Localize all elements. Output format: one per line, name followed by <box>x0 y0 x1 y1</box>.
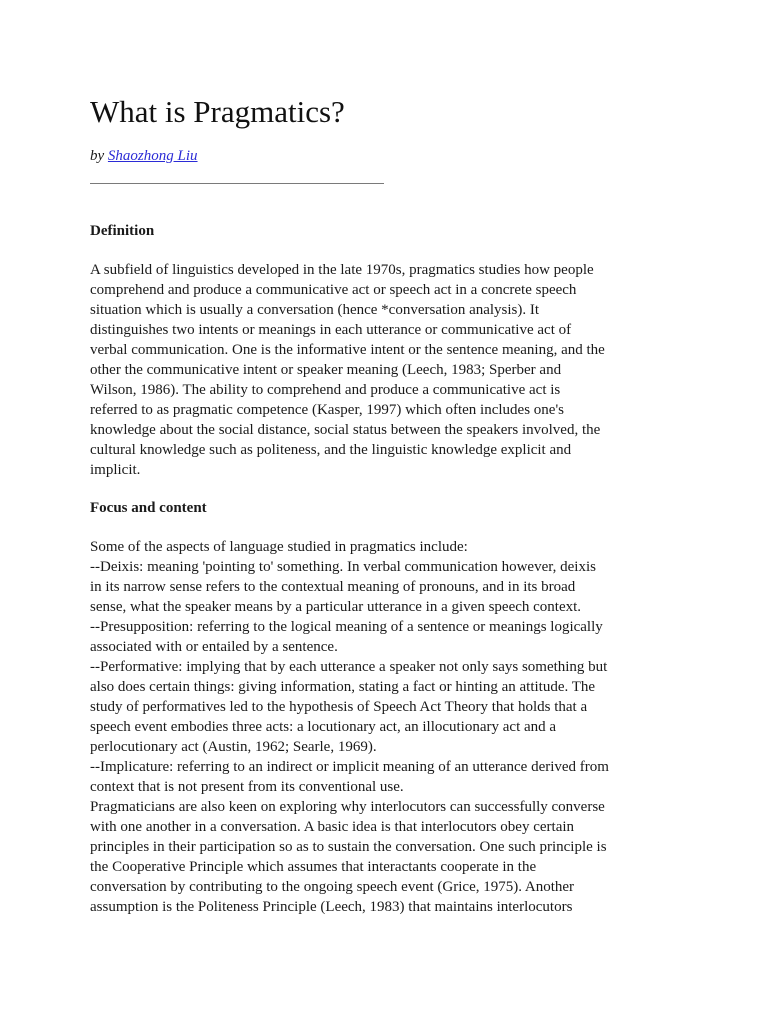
text-line: speech event embodies three acts: a locutionary act, an illocutionary act and a <box>90 719 557 735</box>
text-line: comprehend and produce a communicative act or speech act in a concrete speech <box>90 282 577 298</box>
text-line: --Implicature: referring to an indirect or implicit meaning of an utterance derived from <box>90 759 609 775</box>
definition-paragraph <box>90 260 690 480</box>
focus-paragraph <box>90 537 690 917</box>
text-line: Some of the aspects of language studied in pragmatics include: <box>90 539 468 555</box>
text-line: principles in their participation so as to sustain the conversation. One such principle is <box>90 839 607 855</box>
author-link[interactable]: Shaozhong Liu <box>107 148 198 164</box>
text-line: with one another in a conversation. A basic idea is that interlocutors obey certain <box>90 819 575 835</box>
text-line: situation which is usually a conversation (hence *conversation analysis). It <box>90 302 540 318</box>
definition-heading: Definition <box>90 223 155 239</box>
text-line: --Presupposition: referring to the logical meaning of a sentence or meanings logically <box>90 619 603 635</box>
text-line: assumption is the Politeness Principle (Leech, 1983) that maintains interlocutors <box>90 899 573 915</box>
byline <box>90 146 198 166</box>
text-line: --Performative: implying that by each utterance a speaker not only says something but <box>90 659 608 675</box>
focus-heading: Focus and content <box>90 500 207 516</box>
text-line: verbal communication. One is the informative intent or the sentence meaning, and the <box>90 342 605 358</box>
text-line: associated with or entailed by a sentence. <box>90 639 338 655</box>
text-line: knowledge about the social distance, social status between the speakers involved, the <box>90 422 601 438</box>
text-line: other the communicative intent or speaker meaning (Leech, 1983; Sperber and <box>90 362 562 378</box>
text-line: referred to as pragmatic competence (Kasper, 1997) which often includes one's <box>90 402 564 418</box>
text-line: conversation by contributing to the ongoing speech event (Grice, 1975). Another <box>90 879 575 895</box>
text-line: implicit. <box>90 462 141 478</box>
text-line: sense, what the speaker means by a particular utterance in a given speech context. <box>90 599 582 615</box>
text-line: --Deixis: meaning 'pointing to' something. In verbal communication however, deixis <box>90 559 596 575</box>
text-line: perlocutionary act (Austin, 1962; Searle, 1969). <box>90 739 377 755</box>
text-line: context that is not present from its conventional use. <box>90 779 404 795</box>
text-line: the Cooperative Principle which assumes that interactants cooperate in the <box>90 859 537 875</box>
page-title: What is Pragmatics? <box>90 94 345 129</box>
divider <box>90 183 384 184</box>
byline-prefix: by <box>90 148 105 164</box>
text-line: Pragmaticians are also keen on exploring why interlocutors can successfully converse <box>90 799 605 815</box>
text-line: study of performatives led to the hypothesis of Speech Act Theory that holds that a <box>90 699 588 715</box>
text-line: in its narrow sense refers to the contextual meaning of pronouns, and in its broad <box>90 579 576 595</box>
text-line: distinguishes two intents or meanings in each utterance or communicative act of <box>90 322 572 338</box>
text-line: cultural knowledge such as politeness, and the linguistic knowledge explicit and <box>90 442 572 458</box>
text-line: Wilson, 1986). The ability to comprehend and produce a communicative act is <box>90 382 561 398</box>
text-line: also does certain things: giving information, stating a fact or hinting an attitude. The <box>90 679 596 695</box>
text-line: A subfield of linguistics developed in the late 1970s, pragmatics studies how people <box>90 262 594 278</box>
